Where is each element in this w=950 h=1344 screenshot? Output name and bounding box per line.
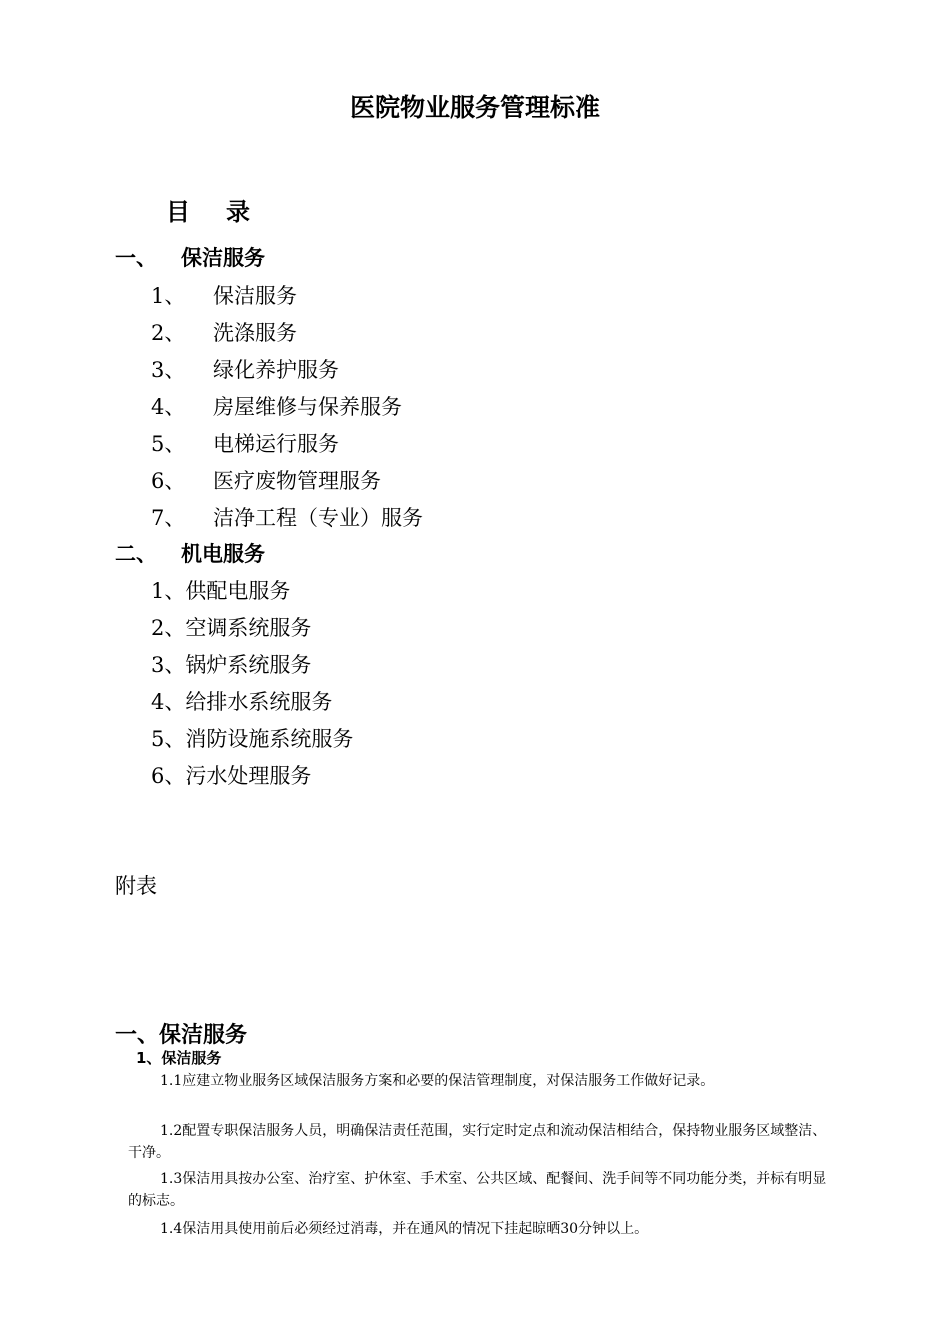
toc-item[interactable] [151,465,381,495]
toc-item-label: 洁净工程（专业）服务 [213,506,423,530]
body-section-heading: 一、保洁服务 [115,1023,248,1048]
toc-item-number: 6、 [151,764,186,788]
toc-item-number: 1、 [151,284,186,308]
toc-item[interactable] [151,317,297,347]
body-paragraph: 1.1应建立物业服务区域保洁服务方案和必要的保洁管理制度，对保洁服务工作做好记录。 [160,1073,715,1089]
toc-item-number: 1、 [151,579,186,603]
toc-item[interactable] [151,612,311,642]
body-paragraph: 1.2配置专职保洁服务人员，明确保洁责任范围，实行定时定点和流动保洁相结合，保持物业服务区域整洁、干净。 [128,1123,827,1161]
toc-item[interactable] [151,760,311,790]
toc-item[interactable] [151,428,339,458]
toc-item[interactable] [151,649,311,679]
toc-item-label: 供配电服务 [185,579,291,603]
toc-item-label: 医疗废物管理服务 [213,469,381,493]
toc-item-label: 空调系统服务 [185,616,312,640]
toc-item[interactable] [151,575,290,605]
toc-item-number: 2、 [151,616,186,640]
toc-item-number: 5、 [151,432,186,456]
toc-item-number: 6、 [151,469,186,493]
toc-item-number: 4、 [151,690,186,714]
toc-item-number: 2、 [151,321,186,345]
toc-item-label: 电梯运行服务 [213,432,339,456]
toc-item[interactable] [151,723,353,753]
toc-item-number: 5、 [151,727,186,751]
toc-section-label: 机电服务 [181,542,265,566]
body-subsection-heading: 1、保洁服务 [136,1049,222,1067]
toc-item-label: 保洁服务 [213,284,297,308]
body-paragraph: 1.3保洁用具按办公室、治疗室、护休室、手术室、公共区域、配餐间、洗手间等不同功能分类，并标有明显的标志。 [128,1171,827,1209]
toc-item-label: 绿化养护服务 [213,358,339,382]
toc-item-label: 洗涤服务 [213,321,297,345]
toc-section-1[interactable] [115,242,265,272]
toc-item-label: 消防设施系统服务 [185,727,354,751]
toc-item[interactable] [151,280,297,310]
appendix-link[interactable]: 附表 [115,874,157,898]
toc-item-number: 3、 [151,653,186,677]
toc-section-number: 二、 [115,542,157,566]
toc-item-number: 3、 [151,358,186,382]
toc-item-label: 锅炉系统服务 [185,653,312,677]
toc-item[interactable] [151,354,339,384]
toc-item[interactable] [151,686,332,716]
toc-section-label: 保洁服务 [181,246,265,270]
toc-item[interactable] [151,391,402,421]
toc-item-label: 给排水系统服务 [185,690,333,714]
toc-section-2[interactable] [115,538,265,568]
toc-item-number: 7、 [151,506,186,530]
toc-heading: 目录 [166,198,286,226]
toc-item-label: 房屋维修与保养服务 [213,395,402,419]
toc-item-label: 污水处理服务 [185,764,312,788]
toc-item[interactable] [151,502,423,532]
document-title: 医院物业服务管理标准 [349,93,600,122]
toc-item-number: 4、 [151,395,186,419]
body-paragraph: 1.4保洁用具使用前后必须经过消毒，并在通风的情况下挂起晾晒30分钟以上。 [160,1221,649,1237]
toc-section-number: 一、 [115,246,157,270]
